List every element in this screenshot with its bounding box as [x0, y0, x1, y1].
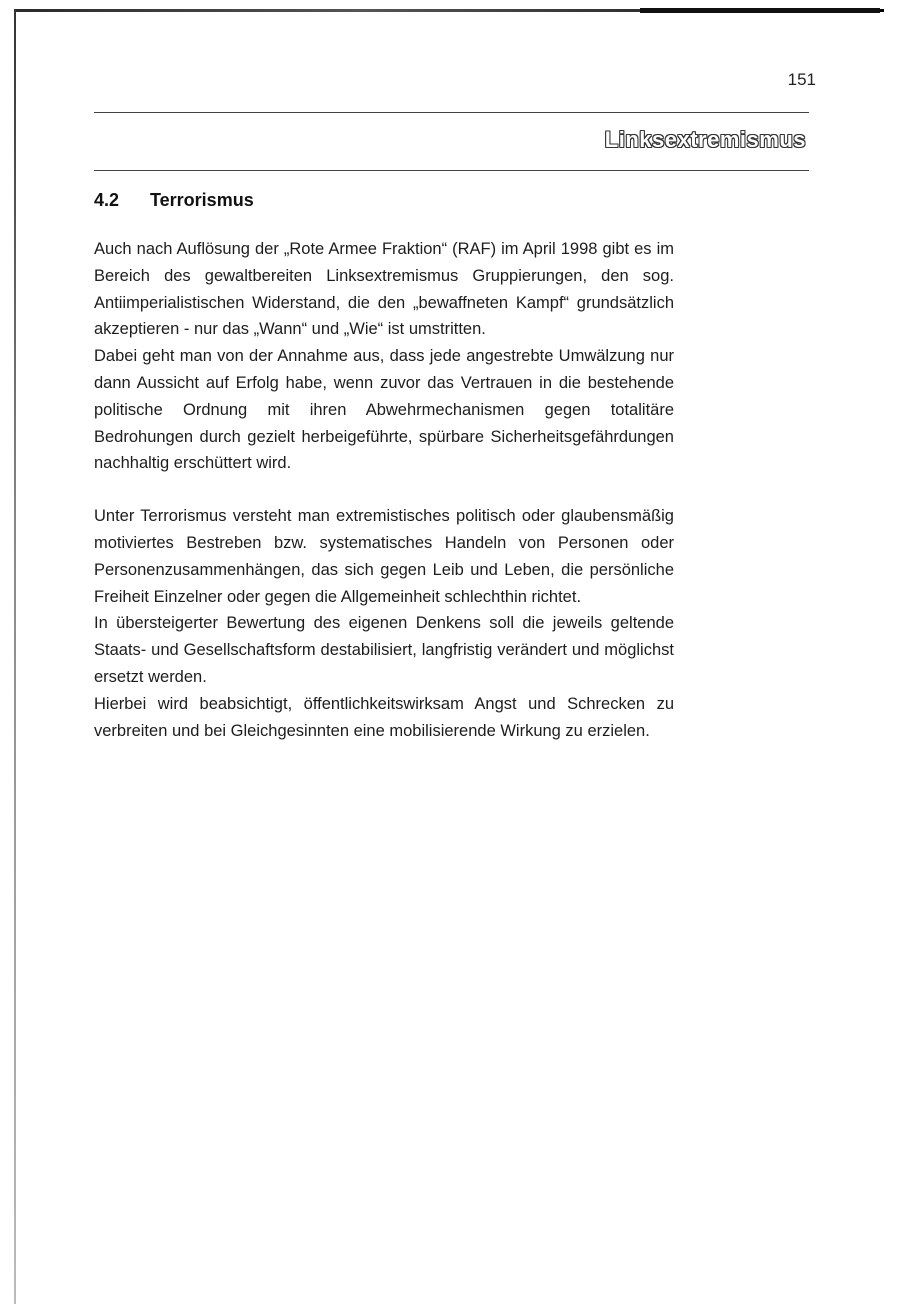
paragraph-annahme: Dabei geht man von der Annahme aus, dass jede angestrebte Umwälzung nur dann Aussicht auf Erfolg habe, wenn zuvor das Vertrauen in die bestehende politische Ordnung mit ihren Abwehrmechanismen gegen totalitäre Bedrohungen durch gezielt herbeigeführte, spürbare Sicherheitsgefährdungen nachhaltig erschüttert wird.	[94, 347, 674, 473]
scan-edge-top-dark	[640, 8, 880, 13]
paragraph-absicht: Hierbei wird beabsichtigt, öffentlichkeitswirksam Angst und Schrecken zu verbreiten und bei Gleichgesinnten eine mobilisierende Wirkung zu erzielen.	[94, 694, 674, 740]
paragraph-bewertung: In übersteigerter Bewertung des eigenen Denkens soll die jeweils geltende Staats- und Gesellschaftsform destabilisiert, langfristig verändert und möglichst ersetzt werden.	[94, 614, 674, 686]
scan-edge-left	[14, 9, 16, 1304]
header-rule-bottom	[94, 170, 809, 171]
section-title: Terrorismus	[150, 190, 254, 210]
section-number: 4.2	[94, 190, 120, 210]
header-rule-top	[94, 112, 809, 113]
running-header: Linksextremismus	[604, 127, 806, 152]
paragraph-raf: Auch nach Auflösung der „Rote Armee Fraktion“ (RAF) im April 1998 gibt es im Bereich des gewaltbereiten Linksextremismus Gruppierungen, den sog. Antiimperialistischen Widerstand, die den „bewaffneten Kampf“ grundsätzlich akzeptieren - nur das „Wann“ und „Wie“ ist umstritten.	[94, 240, 674, 339]
body-text	[94, 236, 674, 744]
paragraph-definition: Unter Terrorismus versteht man extremistisches politisch oder glaubensmäßig motiviertes Bestreben bzw. systematisches Handeln von Personen oder Personenzusammenhängen, das sich gegen Leib und Leben, die persönliche Freiheit Einzelner oder gegen die Allgemeinheit schlechthin richtet.	[94, 507, 674, 606]
page-number: 151	[787, 70, 816, 89]
section-heading	[94, 190, 254, 211]
